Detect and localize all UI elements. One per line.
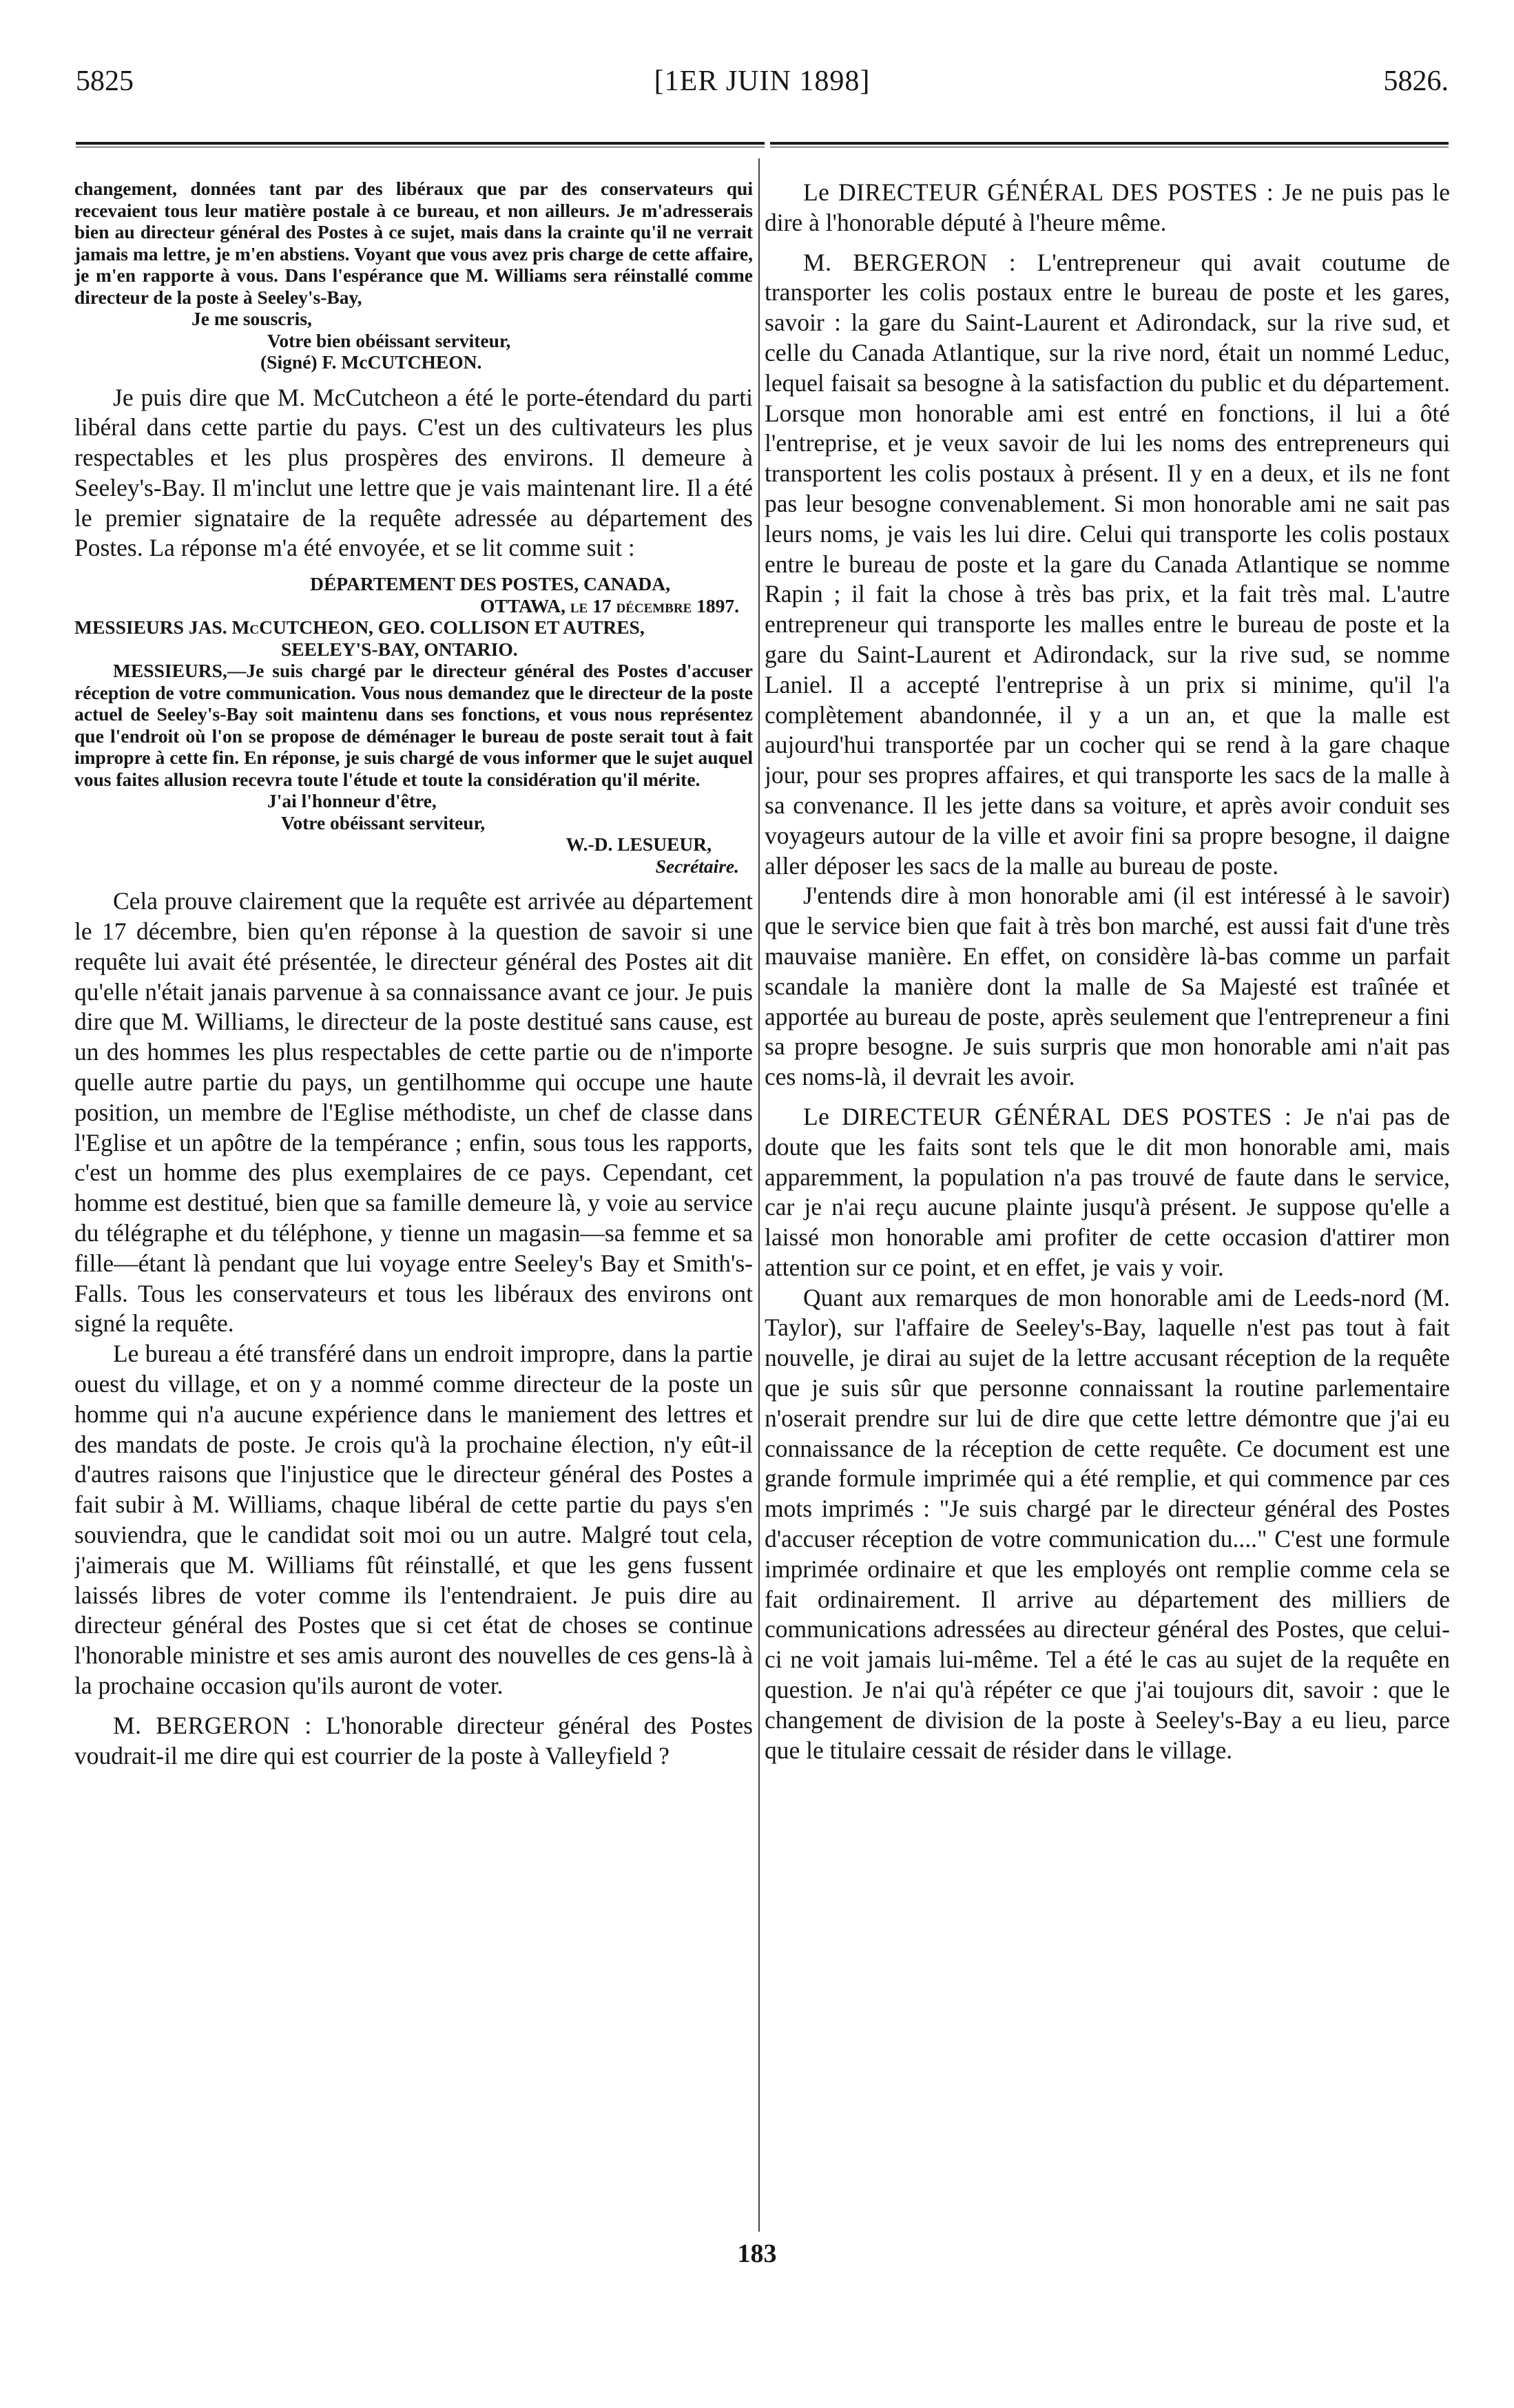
speaker-label: M. BERGERON :: [803, 248, 1017, 276]
column-divider: [758, 158, 760, 2232]
header-rule-left: [76, 142, 765, 149]
paragraph-bergeron-question: [74, 1711, 753, 1772]
paragraph-requete: Cela prouve clairement que la requête est arrivée au département le 17 décembre, bien qu'en réponse à la question de savoir si une requête lui avait été présentée, le directeur général des Postes ait dit qu'elle n'était janais parvenue à sa connaissance avant ce jour. Je puis dire que M. Williams, le directeur de la poste destitué sans cause, est un des hommes les plus respectables de cette partie ou de n'importe quelle autre partie du pays, un gentilhomme qui occupe une haute position, un membre de l'Eglise méthodiste, un chef de classe dans l'Eglise et un apôtre de la tempérance ; enfin, sous tous les rapports, c'est un homme des plus exemplaires de ce pays. Cependant, cet homme est destitué, bien que sa famille demeure là, y voie au service du télégraphe et du téléphone, y tienne un magasin—sa femme et sa fille—étant là pendant que lui voyage entre Seeley's Bay et Smith's-Falls. Tous les conservateurs et tous les libéraux des environs ont signé la requête.: [74, 887, 753, 1338]
letter1-close2: Votre bien obéissant serviteur,: [267, 329, 511, 351]
page-number-left: 5825: [76, 65, 134, 97]
page-number-right: 5826.: [1383, 65, 1449, 97]
running-date: [1ER JUIN 1898]: [654, 65, 871, 97]
paragraph-mccutcheon: Je puis dire que M. McCutcheon a été le porte-étendard du parti libéral dans cette partie du pays. C'est un des cultivateurs les plus respectables et les plus prospères des environs. Il demeure à Seeley's-Bay. Il m'inclut une lettre que je vais maintenant lire. Il a été le premier signataire de la requête adressée au département des Postes. La réponse m'a été envoyée, et se lit comme suit :: [74, 383, 753, 562]
letter1-close1: Je me souscris,: [191, 308, 312, 329]
speech-text: Je n'ai pas de doute que les faits sont tels que le dit mon honorable ami, mais apparemment, la population n'a pas trouvé de faute dans le service, car je n'ai reçu aucune plainte jusqu'à présent. Je suppose qu'elle a laissé mon honorable ami profiter de cette occasion d'attirer mon attention sur ce point, et en effet, je vais y voir.: [765, 1102, 1450, 1281]
letter2-date: OTTAWA, le 17 décembre 1897.: [479, 594, 739, 616]
paragraph-bergeron-continued: J'entends dire à mon honorable ami (il est intéressé à le savoir) que le service bien que fait à très bon marché, est aussi fait d'une très mauvaise manière. En effet, on considère là-bas comme un parfait scandale la manière dont la malle de Sa Majesté est traînée et apportée au bureau de poste, après seulement que l'entrepreneur a fini sa propre besogne. Je suis surpris que mon honorable ami n'ait pas ces noms-là, il devrait les avoir.: [765, 882, 1450, 1091]
speech-text: Je ne puis pas le dire à l'honorable député à l'heure même.: [765, 178, 1450, 236]
speaker-label: M. BERGERON :: [113, 1711, 312, 1739]
speaker-label: Le DIRECTEUR GÉNÉRAL DES POSTES :: [803, 178, 1274, 206]
letter2-addressee: MESSIEURS JAS. McCUTCHEON, GEO. COLLISON ET AUTRES,: [74, 616, 645, 639]
speech-text: L'entrepreneur qui avait coutume de transporter les colis postaux entre le bureau de poste et les gares, savoir : la gare du Saint-Laurent et Adirondack, sur la rive sud, et celle du Canada Atlantique, sur la rive nord, était un nommé Leduc, lequel faisait sa besogne à la satisfaction du public et du département. Lorsque mon honorable ami est entré en fonctions, il lui a ôté l'entreprise, et je veux savoir de lui les noms des entrepreneurs qui transportent les colis postaux à présent. Il y en a deux, et ils ne font pas leur besogne convenablement. Si mon honorable ami ne sait pas leurs noms, je vais les lui dire. Celui qui transporte les colis postaux entre le bureau de poste et la gare du Canada Atlantique se nomme Rapin ; il fait la chose à très bas prix, et la fait très mal. L'autre entrepreneur qui transporte les malles entre le bureau de poste et la gare du Saint-Laurent et Adirondack, sur la rive sud, se nomme Laniel. Il a accepté l'entreprise à un prix si minime, qu'il l'a complètement abandonnée, il y a un an, et que la malle est aujourd'hui transportée par un cocher qui se rend à la gare chaque jour, pour ses propres affaires, et qui transporte les sacs de la malle à sa convenance. Il les jette dans sa voiture, et après avoir conduit ses voyageurs autour de la ville et avoir fini sa propre besogne, il daigne aller déposer les sacs de la malle au bureau de poste.: [765, 248, 1450, 880]
letter2-close1: J'ai l'honneur d'être,: [267, 790, 437, 812]
letter2-department: DÉPARTEMENT DES POSTES, CANADA,: [310, 573, 670, 595]
folio-number: 183: [737, 2239, 777, 2268]
paragraph-bureau: Le bureau a été transféré dans un endroit impropre, dans la partie ouest du village, et on y a nommé comme directeur de la poste un homme qui n'a aucune expérience dans le maniement des lettres et des mandats de poste. Je crois qu'à la prochaine élection, n'y eût-il d'autres raisons que l'injustice que le directeur général des Postes a fait subir à M. Williams, chaque libéral de cette partie du pays s'en souviendra, que le candidat soit moi ou un autre. Malgré tout cela, j'aimerais que M. Williams fût réinstallé, et que les gens fussent laissés libres de voter comme ils l'entendraient. Je puis dire au directeur général des Postes que si cet état de choses se continue l'honorable ministre et ses amis auront des nouvelles de ces gens-là à la prochaine occasion qu'ils auront de voter.: [74, 1340, 753, 1699]
letter2-signature: W.-D. LESUEUR,: [566, 833, 712, 855]
paragraph-bergeron-speech: [765, 248, 1450, 882]
speaker-label: Le DIRECTEUR GÉNÉRAL DES POSTES :: [803, 1102, 1292, 1130]
letter2-close2: Votre obéissant serviteur,: [281, 811, 486, 833]
letter2-title: Secrétaire.: [655, 855, 739, 877]
paragraph-dg-reply2: [765, 1102, 1450, 1283]
paragraph-dg-continued: Quant aux remarques de mon honorable ami de Leeds-nord (M. Taylor), sur l'affaire de Seeley's-Bay, laquelle n'est pas tout à fait nouvelle, je dirai au sujet de la lettre accusant réception de la requête que je suis sûr que personne connaissant la routine parlementaire n'oserait prendre sur lui de dire que cette lettre démontre que j'ai eu connaissance de la réception de cette requête. Ce document est une grande formule imprimée qui a été remplie, et qui commence par ces mots imprimés : "Je suis chargé par le directeur général des Postes d'accuser réception de votre communication du...." C'est une formule imprimée ordinaire et que les employés ont remplie comme cela se fait ordinairement. Il arrive au département des milliers de communications adressées au directeur général des Postes, que celui-ci ne voit jamais lui-même. Tel a été le cas au sujet de la requête en question. Je n'ai qu'à répéter ce que j'ai toujours dit, savoir : que le changement de division de la poste à Seeley's-Bay a eu lieu, parce que le titulaire cessait de résider dans le village.: [765, 1283, 1450, 1764]
letter1-signature: (Signé) F. McCUTCHEON.: [260, 351, 482, 373]
left-column: [74, 178, 753, 2244]
letter2-address: SEELEY'S-BAY, ONTARIO.: [281, 638, 518, 660]
speech-text: L'honorable directeur général des Postes voudrait-il me dire qui est courrier de la poste à Valleyfield ?: [74, 1711, 753, 1769]
page-header: [76, 54, 1449, 109]
letter2-body: MESSIEURS,—Je suis chargé par le directeur général des Postes d'accuser réception de votre communication. Vous nous demandez que le directeur de la poste actuel de Seeley's-Bay soit maintenu dans ses fonctions, et vous nous représentez que l'endroit où l'on se propose de déménager le bureau de poste serait tout à fait impropre à cette fin. En réponse, je suis chargé de vous informer que le sujet auquel vous faites allusion recevra toute l'étude et toute la considération qu'il mérite.: [74, 660, 753, 790]
letter1-body: changement, données tant par des libéraux que par des conservateurs qui recevaient tous leur matière postale à ce bureau, et non ailleurs. Je m'adresserais bien au directeur général des Postes à ce sujet, mais dans la crainte qu'il ne verrait jamais ma lettre, je m'en abstiens. Voyant que vous avez pris charge de cette affaire, je m'en rapporte à vous. Dans l'espérance que M. Williams sera réinstallé comme directeur de la poste à Seeley's-Bay,: [74, 178, 753, 308]
paragraph-dg-reply1: [765, 178, 1450, 238]
right-column: [765, 178, 1450, 2272]
header-rule-right: [770, 142, 1449, 149]
